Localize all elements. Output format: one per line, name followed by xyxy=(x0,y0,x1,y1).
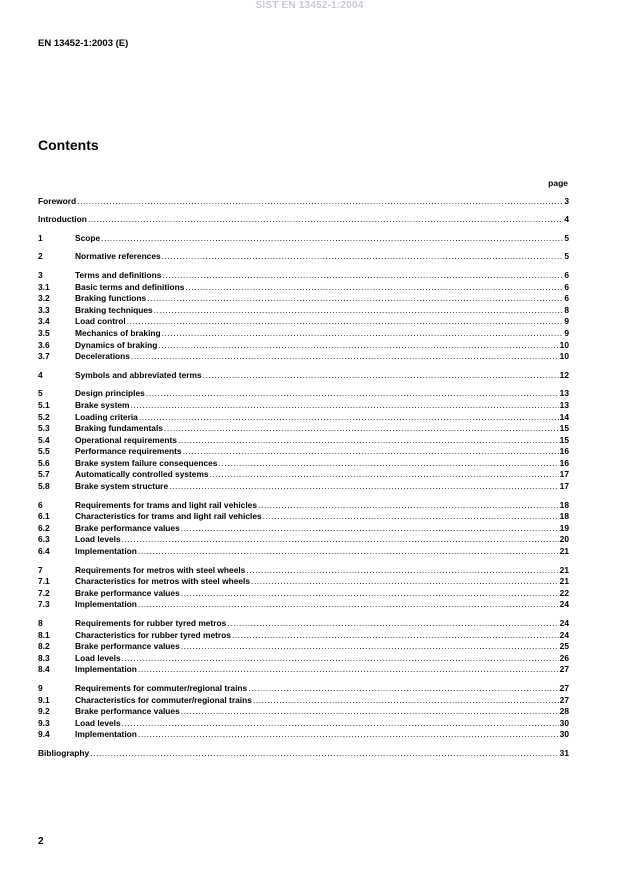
toc-entry-title: Terms and definitions xyxy=(75,269,162,280)
toc-entry-title: Bibliography xyxy=(38,747,90,758)
toc-entry[interactable] xyxy=(38,521,569,533)
toc-entry[interactable] xyxy=(38,598,569,610)
toc-entry-title: Characteristics for commuter/regional trains xyxy=(75,694,252,705)
toc-entry-page: 22 xyxy=(559,587,569,598)
toc-entry-title: Brake system failure consequences xyxy=(75,457,218,468)
toc-entry-title: Characteristics for trams and light rail vehicles xyxy=(75,511,262,522)
toc-entry[interactable] xyxy=(38,681,569,693)
toc-entry-page: 4 xyxy=(564,214,569,225)
dot-leader xyxy=(138,599,559,609)
toc-entry-number: 3 xyxy=(38,269,43,280)
toc-entry-page: 13 xyxy=(559,388,569,399)
toc-entry-page: 9 xyxy=(564,316,569,327)
dot-leader xyxy=(147,293,563,303)
toc-entry[interactable] xyxy=(38,213,569,225)
dot-leader xyxy=(162,270,563,280)
toc-entry-page: 16 xyxy=(559,457,569,468)
toc-entry-number: 5.5 xyxy=(38,446,50,457)
toc-entry-number: 5.4 xyxy=(38,434,50,445)
toc-entry-title: Load control xyxy=(75,316,126,327)
dot-leader xyxy=(227,618,558,628)
toc-entry[interactable] xyxy=(38,410,569,422)
toc-entry-title: Decelerations xyxy=(75,351,130,362)
toc-entry[interactable] xyxy=(38,498,569,510)
dot-leader xyxy=(154,305,564,315)
toc-entry[interactable] xyxy=(38,468,569,480)
toc-entry-number: 8 xyxy=(38,618,43,628)
toc-entry[interactable] xyxy=(38,510,569,522)
toc-entry-page: 14 xyxy=(559,411,569,422)
dot-leader xyxy=(218,458,558,468)
dot-leader xyxy=(178,435,559,445)
toc-entry-page: 6 xyxy=(564,293,569,304)
toc-entry-title: Implementation xyxy=(75,599,137,610)
toc-entry-number: 3.6 xyxy=(38,339,50,350)
toc-entry-number: 9.1 xyxy=(38,694,50,705)
toc-entry[interactable] xyxy=(38,292,569,304)
toc-entry[interactable] xyxy=(38,651,569,663)
toc-entry-number: 3.7 xyxy=(38,351,50,362)
dot-leader xyxy=(101,233,563,243)
toc-entry-page: 31 xyxy=(559,747,569,758)
toc-entry[interactable] xyxy=(38,387,569,399)
toc-entry-number: 6 xyxy=(38,499,43,510)
toc-entry-page: 17 xyxy=(559,481,569,492)
page-column-label: page xyxy=(548,178,568,188)
toc-entry-title: Brake performance values xyxy=(75,522,180,533)
dot-leader xyxy=(185,282,563,292)
toc-entry-page: 26 xyxy=(559,652,569,663)
toc-entry-title: Implementation xyxy=(75,729,137,740)
toc-entry[interactable] xyxy=(38,705,569,717)
toc-entry-number: 5.3 xyxy=(38,423,50,434)
toc-entry-title: Requirements for rubber tyred metros xyxy=(75,618,227,628)
toc-entry[interactable] xyxy=(38,616,569,628)
toc-entry[interactable] xyxy=(38,563,569,575)
toc-entry-title: Performance requirements xyxy=(75,446,182,457)
toc-entry-number: 7.1 xyxy=(38,576,50,587)
dot-leader xyxy=(146,388,559,398)
toc-entry-page: 27 xyxy=(559,664,569,675)
toc-entry-page: 18 xyxy=(559,499,569,510)
toc-entry[interactable] xyxy=(38,398,569,410)
toc-entry-page: 17 xyxy=(559,469,569,480)
dot-leader xyxy=(251,576,559,586)
toc-entry-number: 9.2 xyxy=(38,706,50,717)
toc-entry-page: 15 xyxy=(559,434,569,445)
dot-leader xyxy=(169,481,559,491)
toc-entry[interactable] xyxy=(38,533,569,545)
toc-entry-page: 19 xyxy=(559,522,569,533)
dot-leader xyxy=(162,328,564,338)
toc-entry-number: 3.1 xyxy=(38,281,50,292)
toc-entry-number: 8.2 xyxy=(38,641,50,652)
toc-entry-title: Automatically controlled systems xyxy=(75,469,209,480)
toc-entry-title: Load levels xyxy=(75,717,121,728)
toc-entry[interactable] xyxy=(38,663,569,675)
toc-entry[interactable] xyxy=(38,586,569,598)
toc-entry-number: 3.2 xyxy=(38,293,50,304)
toc-entry-page: 24 xyxy=(559,629,569,640)
toc-entry-number: 3.3 xyxy=(38,304,50,315)
toc-entry-page: 21 xyxy=(559,564,569,575)
toc-entry-number: 5.8 xyxy=(38,481,50,492)
toc-entry[interactable] xyxy=(38,422,569,434)
toc-entry-page: 18 xyxy=(559,511,569,522)
dot-leader xyxy=(164,423,559,433)
dot-leader xyxy=(246,565,558,575)
toc-entry-title: Braking functions xyxy=(75,293,147,304)
toc-entry-page: 28 xyxy=(559,706,569,717)
toc-entry-title: Load levels xyxy=(75,652,121,663)
toc-entry-page: 6 xyxy=(564,269,569,280)
dot-leader xyxy=(90,748,558,758)
dot-leader xyxy=(181,523,559,533)
toc-entry[interactable] xyxy=(38,433,569,445)
dot-leader xyxy=(158,340,558,350)
toc-entry-title: Dynamics of braking xyxy=(75,339,158,350)
dot-leader xyxy=(253,695,559,705)
toc-entry-title: Loading criteria xyxy=(75,411,138,422)
toc-entry-page: 6 xyxy=(564,281,569,292)
toc-entry-number: 1 xyxy=(38,232,43,243)
toc-entry-title: Characteristics for metros with steel wheels xyxy=(75,576,251,587)
toc-entry-number: 4 xyxy=(38,369,43,380)
dot-leader xyxy=(77,196,563,206)
toc-entry-page: 21 xyxy=(559,546,569,557)
toc-entry-title: Implementation xyxy=(75,664,137,675)
toc-entry[interactable] xyxy=(38,445,569,457)
toc-entry-number: 2 xyxy=(38,251,43,262)
toc-entry-title: Symbols and abbreviated terms xyxy=(75,369,202,380)
toc-entry-number: 9.4 xyxy=(38,729,50,740)
toc-entry-page: 27 xyxy=(559,694,569,705)
toc-entry-title: Design principles xyxy=(75,388,145,399)
dot-leader xyxy=(162,251,564,261)
dot-leader xyxy=(210,469,559,479)
toc-entry-number: 5.2 xyxy=(38,411,50,422)
dot-leader xyxy=(181,706,559,716)
toc-entry-title: Implementation xyxy=(75,546,137,557)
toc-entry-page: 8 xyxy=(564,304,569,315)
toc-entry-page: 5 xyxy=(564,232,569,243)
toc-entry-page: 15 xyxy=(559,423,569,434)
dot-leader xyxy=(263,511,559,521)
toc-entry-title: Brake system structure xyxy=(75,481,169,492)
dot-leader xyxy=(122,718,559,728)
document-id: EN 13452-1:2003 (E) xyxy=(38,38,129,49)
toc-entry-page: 30 xyxy=(559,729,569,740)
toc-entry-number: 3.5 xyxy=(38,327,50,338)
toc-entry-page: 24 xyxy=(559,599,569,610)
dot-leader xyxy=(138,546,559,556)
dot-leader xyxy=(122,653,559,663)
toc-entry[interactable] xyxy=(38,280,569,292)
toc-entry-title: Brake performance values xyxy=(75,706,180,717)
toc-entry-number: 9 xyxy=(38,682,43,693)
toc-entry-page: 10 xyxy=(559,339,569,350)
toc-entry[interactable] xyxy=(38,326,569,338)
dot-leader xyxy=(181,641,559,651)
toc-entry[interactable] xyxy=(38,350,569,362)
toc-entry-page: 10 xyxy=(559,351,569,362)
toc-entry-number: 7.2 xyxy=(38,587,50,598)
toc-entry-number: 5.6 xyxy=(38,457,50,468)
toc-entry[interactable] xyxy=(38,315,569,327)
toc-entry-page: 24 xyxy=(559,618,569,628)
toc-entry-number: 6.3 xyxy=(38,534,50,545)
toc-entry-page: 9 xyxy=(564,327,569,338)
toc-entry-page: 25 xyxy=(559,641,569,652)
toc-entry[interactable] xyxy=(38,303,569,315)
toc-entry-page: 21 xyxy=(559,576,569,587)
toc-entry-title: Operational requirements xyxy=(75,434,177,445)
toc-entry-title: Brake performance values xyxy=(75,641,180,652)
toc-entry-number: 5.7 xyxy=(38,469,50,480)
toc-entry[interactable] xyxy=(38,575,569,587)
table-of-contents xyxy=(38,194,569,758)
toc-entry[interactable] xyxy=(38,368,569,380)
toc-entry-number: 7 xyxy=(38,564,43,575)
toc-entry[interactable] xyxy=(38,479,569,491)
dot-leader xyxy=(138,664,559,674)
dot-leader xyxy=(139,412,559,422)
toc-entry-title: Brake system xyxy=(75,399,130,410)
toc-entry-number: 9.3 xyxy=(38,717,50,728)
toc-entry[interactable] xyxy=(38,268,569,280)
toc-entry-title: Scope xyxy=(75,232,101,243)
toc-entry-page: 20 xyxy=(559,534,569,545)
dot-leader xyxy=(203,370,559,380)
toc-entry-page: 30 xyxy=(559,717,569,728)
toc-entry-title: Characteristics for rubber tyred metros xyxy=(75,629,231,640)
dot-leader xyxy=(130,400,558,410)
toc-entry-title: Requirements for commuter/regional trains xyxy=(75,682,248,693)
toc-entry-number: 6.2 xyxy=(38,522,50,533)
toc-entry[interactable] xyxy=(38,716,569,728)
toc-entry-number: 8.1 xyxy=(38,629,50,640)
toc-entry[interactable] xyxy=(38,693,569,705)
toc-entry-page: 16 xyxy=(559,446,569,457)
toc-entry-title: Introduction xyxy=(38,214,87,225)
toc-entry-page: 27 xyxy=(559,682,569,693)
toc-entry[interactable] xyxy=(38,746,569,758)
toc-entry-number: 7.3 xyxy=(38,599,50,610)
toc-entry-number: 6.4 xyxy=(38,546,50,557)
toc-entry-number: 6.1 xyxy=(38,511,50,522)
page-number: 2 xyxy=(38,836,44,847)
toc-entry-page: 13 xyxy=(559,399,569,410)
toc-entry[interactable] xyxy=(38,640,569,652)
dot-leader xyxy=(183,446,559,456)
dot-leader xyxy=(122,534,559,544)
dot-leader xyxy=(131,351,559,361)
toc-entry-title: Requirements for metros with steel wheels xyxy=(75,564,246,575)
dot-leader xyxy=(138,729,559,739)
toc-entry-page: 5 xyxy=(564,251,569,262)
toc-entry[interactable] xyxy=(38,250,569,262)
toc-entry-title: Normative references xyxy=(75,251,161,262)
toc-entry[interactable] xyxy=(38,728,569,740)
dot-leader xyxy=(232,630,559,640)
toc-entry-page: 3 xyxy=(564,195,569,206)
toc-entry-number: 8.4 xyxy=(38,664,50,675)
toc-entry[interactable] xyxy=(38,456,569,468)
toc-entry-title: Braking fundamentals xyxy=(75,423,163,434)
toc-entry-page: 12 xyxy=(559,369,569,380)
toc-entry[interactable] xyxy=(38,338,569,350)
toc-entry-title: Basic terms and definitions xyxy=(75,281,185,292)
toc-entry-title: Mechanics of braking xyxy=(75,327,161,338)
toc-entry-number: 5 xyxy=(38,388,43,399)
dot-leader xyxy=(88,214,563,224)
toc-entry[interactable] xyxy=(38,231,569,243)
toc-entry-number: 5.1 xyxy=(38,399,50,410)
toc-entry-title: Brake performance values xyxy=(75,587,180,598)
toc-entry[interactable] xyxy=(38,544,569,556)
dot-leader xyxy=(181,588,559,598)
toc-entry-title: Requirements for trams and light rail vehicles xyxy=(75,499,257,510)
watermark: SIST EN 13452-1:2004 xyxy=(255,0,364,11)
toc-entry-number: 8.3 xyxy=(38,652,50,663)
toc-entry-title: Braking techniques xyxy=(75,304,153,315)
toc-entry-title: Load levels xyxy=(75,534,121,545)
toc-entry[interactable] xyxy=(38,194,569,206)
toc-entry[interactable] xyxy=(38,628,569,640)
toc-entry-number: 3.4 xyxy=(38,316,50,327)
toc-entry-title: Foreword xyxy=(38,195,77,206)
dot-leader xyxy=(258,500,559,510)
contents-heading: Contents xyxy=(38,137,99,153)
dot-leader xyxy=(248,683,558,693)
dot-leader xyxy=(127,316,564,326)
